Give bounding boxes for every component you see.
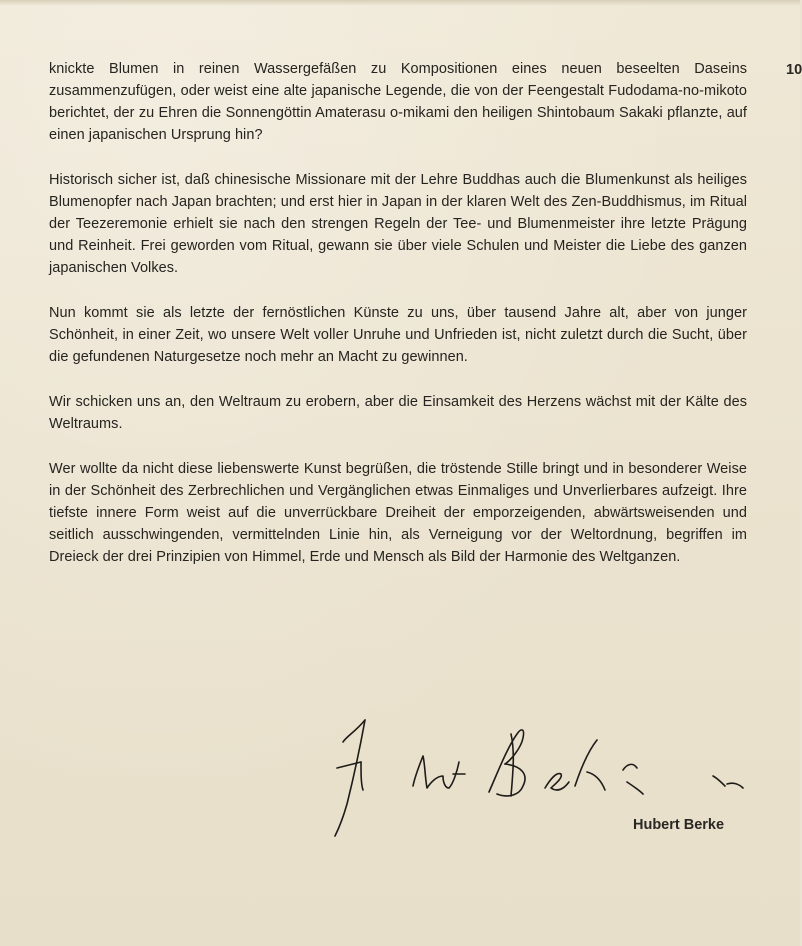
author-name: Hubert Berke bbox=[633, 817, 725, 833]
page-edge bbox=[0, 0, 800, 6]
paragraph-2: Historisch sicher ist, daß chinesische Missionare mit der Lehre Buddhas auch die Blumenkunst als heiliges Blumenopfer nach Japan brachten; und erst hier in Japan in der klaren Welt des Zen-Buddhismus, im Ritual der Teezeremonie erhielt sie nach den strengen Regeln der Tee- und Blumenmeister ihre letzte Prägung und Reinheit. Frei geworden vom Ritual, gewann sie über viele Schulen und Meister die Liebe des ganzen japanischen Volkes. bbox=[49, 172, 747, 276]
page-number: 10 bbox=[786, 62, 802, 78]
paragraph-3: Nun kommt sie als letzte der fernöstlichen Künste zu uns, über tausend Jahre alt, aber von junger Schönheit, in einer Zeit, wo unsere Welt voller Unruhe und Unfrieden ist, nicht zuletzt durch die Sucht, über die gefundenen Naturgesetze noch mehr an Macht zu gewinnen. bbox=[49, 305, 747, 365]
paragraph-1: knickte Blumen in reinen Wassergefäßen zu Kompositionen eines neuen beseelten Daseins zusammenzufügen, oder weist eine alte japanische Legende, die von der Feengestalt Fudodama-no-mikoto berichtet, der zu Ehren die Sonnengöttin Amaterasu o-mikami den heiligen Shintobaum Sakaki pflanzte, auf einen japanischen Ursprung hin? bbox=[49, 61, 747, 143]
paragraph-4: Wir schicken uns an, den Weltraum zu erobern, aber die Einsamkeit des Herzens wächst mit der Kälte des Weltraums. bbox=[49, 394, 747, 432]
paragraph-5: Wer wollte da nicht diese liebenswerte Kunst begrüßen, die tröstende Stille bringt und in besonderer Weise in der Schönheit des Zerbrechlichen und Vergänglichen etwas Einmaliges und Unverlierbares aufzeigt. Ihre tiefste innere Form weist auf die unverrückbare Dreiheit der emporzeigenden, abwärtsweisenden und seitlich ausschwingenden, vermittelnden Linie hin, als Verneigung vor der Weltordnung, begriffen im Dreieck der drei Prinzipien von Himmel, Erde und Mensch als Bild der Harmonie des Weltganzen. bbox=[49, 461, 747, 565]
body-text bbox=[49, 58, 747, 591]
